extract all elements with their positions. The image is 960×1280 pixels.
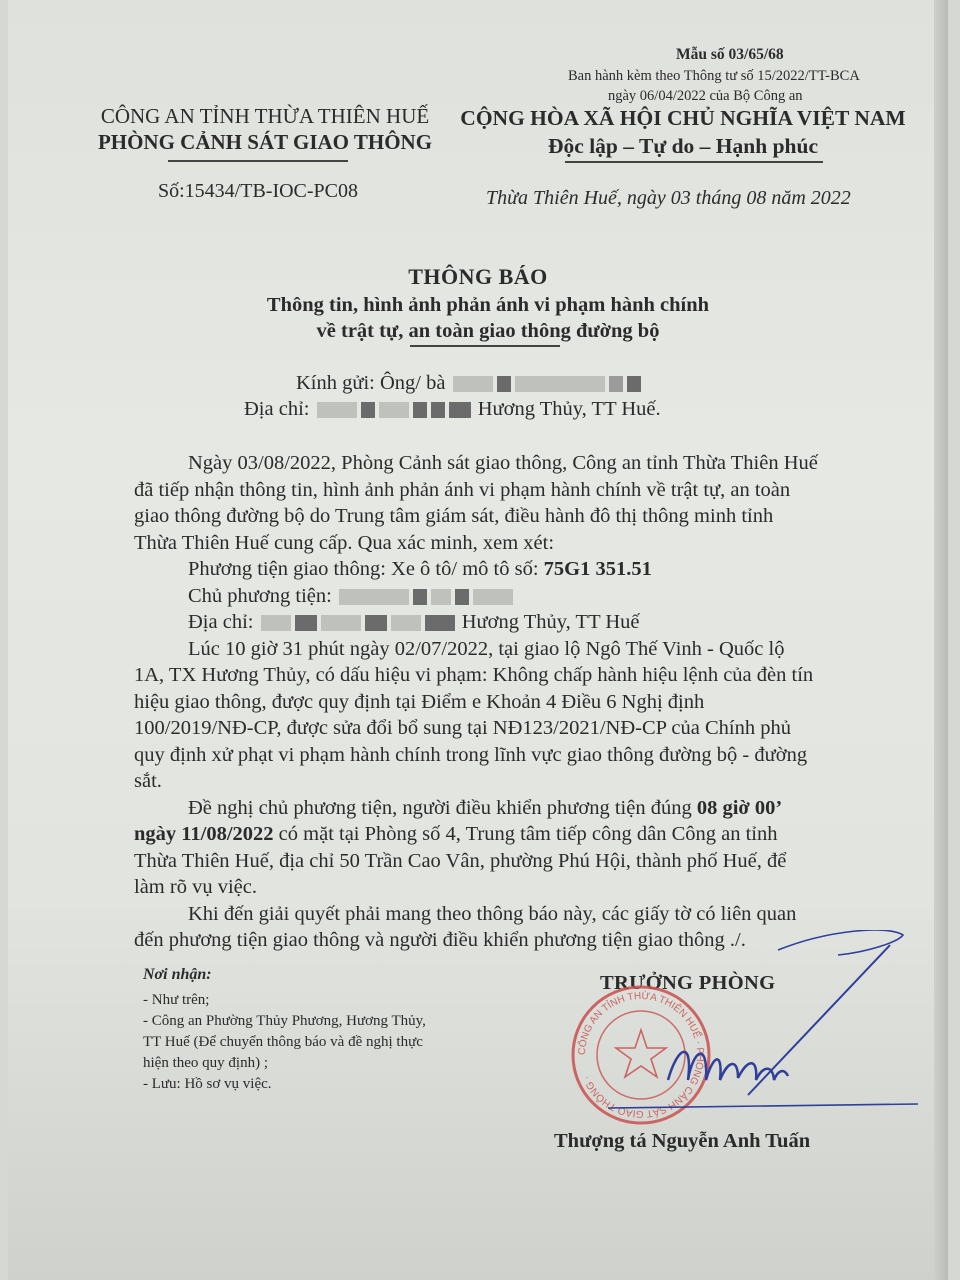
redacted-owner [339, 589, 409, 605]
department-name: PHÒNG CẢNH SÁT GIAO THÔNG [97, 130, 433, 154]
handwritten-signature [598, 930, 928, 1130]
closing-line-2: đến phương tiện giao thông và người điều khiển phương tiện giao thông ./. [134, 929, 746, 951]
owner-line [134, 583, 886, 610]
redacted-block [431, 402, 445, 418]
national-motto: Độc lập – Tự do – Hạnh phúc [548, 134, 818, 158]
redacted-block [449, 402, 471, 418]
notice-subtitle-1: Thông tin, hình ảnh phản ánh vi phạm hành chính [266, 294, 710, 316]
violation-line-3: hiệu giao thông, được quy định tại Điểm e Khoản 4 Điều 6 Nghị định [134, 690, 705, 713]
owner-label: Chủ phương tiện: [188, 584, 332, 607]
vehicle-line [134, 556, 886, 583]
request-line-2 [134, 821, 886, 848]
redacted-owner-address [391, 615, 421, 631]
owner-address-label: Địa chỉ: [188, 611, 254, 633]
redacted-block [627, 376, 641, 392]
request-line-1 [134, 795, 886, 822]
redacted-owner [431, 589, 451, 605]
title-underline [410, 345, 560, 347]
appointment-date: ngày 11/08/2022 [134, 823, 274, 845]
motto-underline [565, 161, 823, 163]
recipient-address-label: Địa chỉ: [244, 398, 310, 420]
request-text: Đề nghị chủ phương tiện, người điều khiển phương tiện đúng [188, 796, 692, 819]
body-text [134, 450, 886, 954]
owner-address-visible: Hương Thủy, TT Huế [461, 611, 640, 633]
signer-position: TRƯỞNG PHÒNG [600, 972, 776, 994]
redacted-block [413, 589, 427, 605]
recipient-item: hiện theo quy định) ; [143, 1055, 268, 1071]
redacted-block [455, 589, 469, 605]
recipient-item: TT Huế (Để chuyển thông báo và đề nghị thực [143, 1034, 423, 1050]
recipient-address-line [244, 398, 661, 421]
recipient-address-visible: Hương Thủy, TT Huế. [477, 398, 661, 420]
form-number: Mẫu số 03/65/68 [676, 46, 784, 63]
redacted-block [365, 615, 387, 631]
redacted-name [453, 376, 493, 392]
notice-subtitle-2: về trật tự, an toàn giao thông đường bộ [316, 320, 660, 342]
violation-line-1: Lúc 10 giờ 31 phút ngày 02/07/2022, tại giao lộ Ngô Thế Vinh - Quốc lộ [188, 637, 785, 660]
agency-name: CÔNG AN TỈNH THỪA THIÊN HUẾ [100, 104, 430, 128]
paragraph-1-line-1: Ngày 03/08/2022, Phòng Cảnh sát giao thông, Công an tỉnh Thừa Thiên Huế [188, 452, 818, 474]
owner-address-line [134, 609, 886, 636]
redacted-block [361, 402, 375, 418]
country-name: CỘNG HÒA XÃ HỘI CHỦ NGHĨA VIỆT NAM [460, 106, 906, 130]
redacted-owner [473, 589, 513, 605]
document-number: Số:15434/TB-IOC-PC08 [158, 180, 359, 202]
paragraph-1-line-3: giao thông đường bộ do Trung tâm giám sát, điều hành đô thị thông minh tỉnh [134, 505, 774, 527]
paragraph-1-line-4: Thừa Thiên Huế cung cấp. Qua xác minh, xem xét: [134, 531, 555, 554]
place-and-date: Thừa Thiên Huế, ngày 03 tháng 08 năm 2022 [486, 187, 851, 209]
recipients-title: Nơi nhận: [143, 966, 212, 983]
recipient-label: Kính gửi: Ông/ bà [296, 372, 446, 394]
stamp-text: CÔNG AN TỈNH THỪA THIÊN HUẾ · PHÒNG CẢNH SÁT GIAO THÔNG · [576, 990, 706, 1120]
redacted-name [515, 376, 605, 392]
redacted-address [379, 402, 409, 418]
form-issued-line-1: Ban hành kèm theo Thông tư số 15/2022/TT-BCA [568, 68, 860, 84]
redacted-block [497, 376, 511, 392]
redacted-block [425, 615, 455, 631]
recipient-line [296, 372, 643, 395]
violation-line-4: 100/2019/NĐ-CP, được sửa đổi bổ sung tại NĐ123/2021/NĐ-CP của Chính phủ [134, 717, 791, 739]
page-edge [934, 0, 948, 1280]
redacted-block [295, 615, 317, 631]
violation-line-6: sắt. [134, 770, 162, 792]
license-plate: 75G1 351.51 [543, 558, 652, 580]
redacted-address [317, 402, 357, 418]
signer-name: Thượng tá Nguyễn Anh Tuấn [554, 1130, 811, 1152]
department-underline [168, 160, 348, 162]
request-line-4: làm rõ vụ việc. [134, 876, 257, 898]
redacted-owner-address [261, 615, 291, 631]
recipients-list [143, 990, 503, 1095]
vehicle-label: Phương tiện giao thông: Xe ô tô/ mô tô số: [188, 558, 539, 580]
redacted-block [609, 376, 623, 392]
request-text-2: có mặt tại Phòng số 4, Trung tâm tiếp công dân Công an tỉnh [278, 823, 778, 845]
redacted-owner-address [321, 615, 361, 631]
request-line-3: Thừa Thiên Huế, địa chỉ 50 Trần Cao Vân, phường Phú Hội, thành phố Huế, để [134, 849, 787, 872]
violation-line-5: quy định xử phạt vi phạm hành chính trong lĩnh vực giao thông đường bộ - đường [134, 743, 808, 766]
paragraph-1-line-2: đã tiếp nhận thông tin, hình ảnh phản ánh vi phạm hành chính về trật tự, an toàn [134, 478, 791, 501]
notice-title: THÔNG BÁO [408, 264, 548, 289]
recipient-item: - Lưu: Hồ sơ vụ việc. [143, 1076, 272, 1092]
recipient-item: - Công an Phường Thủy Phương, Hương Thủy, [143, 1013, 426, 1029]
recipient-item: - Như trên; [143, 992, 210, 1008]
appointment-time: 08 giờ 00’ [696, 796, 783, 819]
document-page [8, 0, 948, 1280]
redacted-block [413, 402, 427, 418]
violation-line-2: 1A, TX Hương Thủy, có dấu hiệu vi phạm: Không chấp hành hiệu lệnh của đèn tín [134, 664, 814, 686]
closing-line-1: Khi đến giải quyết phải mang theo thông báo này, các giấy tờ có liên quan [188, 902, 797, 925]
form-issued-line-2: ngày 06/04/2022 của Bộ Công an [608, 88, 803, 104]
